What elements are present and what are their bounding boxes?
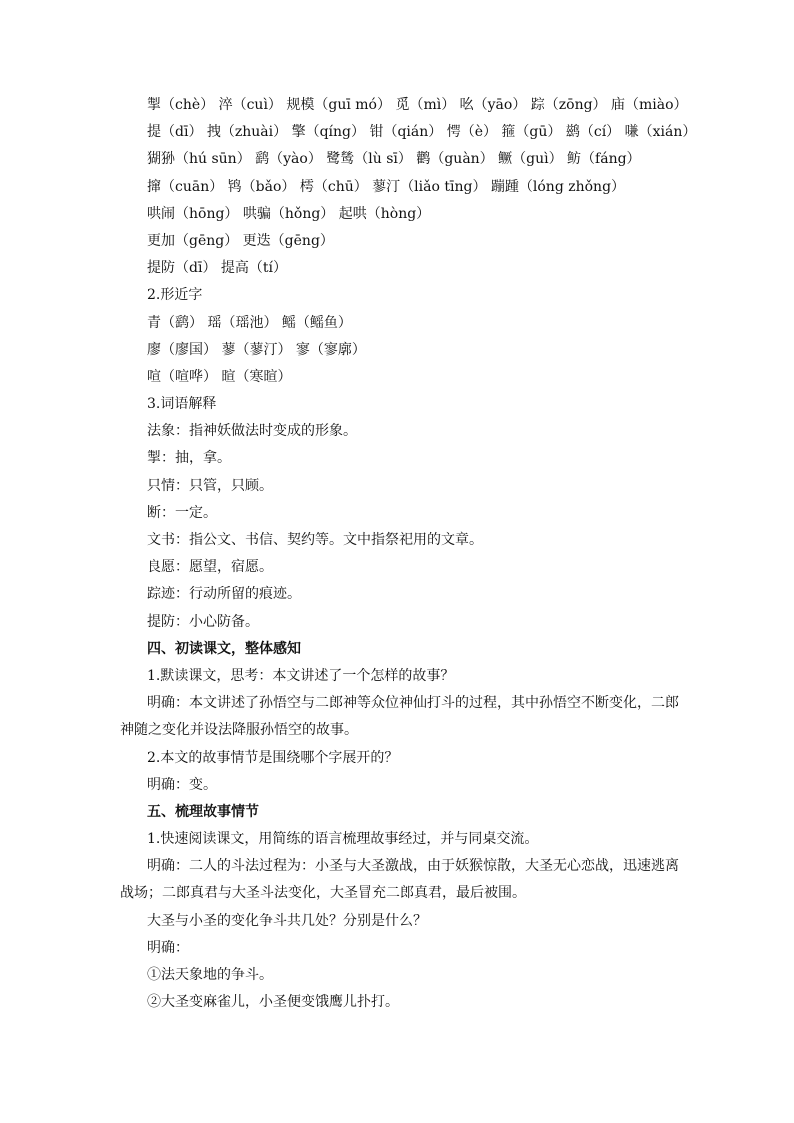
question-1: 1.默读课文，思考：本文讲述了一个怎样的故事？ [147, 667, 455, 684]
pinyin-line: 哄闹（hōng） 哄骗（hǒng） 起哄（hòng） [147, 205, 431, 222]
similar-char-line: 青（鹞） 瑶（瑶池） 鳐（鳐鱼） [147, 314, 352, 331]
answer-3-line-2: 战场；二郎真君与大圣斗法变化，大圣冒充二郎真君，最后被围。 [120, 885, 526, 902]
section-title-definitions: 3.词语解释 [147, 396, 217, 413]
question-2: 2.本文的故事情节是围绕哪个字展开的？ [147, 749, 399, 766]
definition-line: 只情：只管，只顾。 [147, 477, 273, 494]
answer-3-line-1: 明确：二人的斗法过程为：小圣与大圣激战，由于妖猴惊散，大圣无心恋战，迅速逃离 [147, 858, 679, 875]
heading-plot: 五、梳理故事情节 [147, 803, 259, 820]
pinyin-line: 更加（gēng） 更迭（gēng） [147, 232, 334, 249]
question-3: 1.快速阅读课文，用简练的语言梳理故事经过，并与同桌交流。 [147, 831, 539, 848]
section-title-similar-chars: 2.形近字 [147, 287, 203, 304]
definition-line: 法象：指神妖做法时变成的形象。 [147, 423, 357, 440]
definition-line: 断：一定。 [147, 504, 217, 521]
answer-1-line-1: 明确：本文讲述了孙悟空与二郎神等众位神仙打斗的过程，其中孙悟空不断变化，二郎 [147, 695, 679, 712]
similar-char-line: 喧（喧哗） 暄（寒暄） [147, 368, 292, 385]
answer-4-label: 明确： [147, 939, 189, 956]
pinyin-line: 提（dī） 拽（zhuài） 擎（qíng） 钳（qián） 愕（è） 箍（gū） 鹚（cí） 嗛（xián） [147, 124, 697, 141]
pinyin-line: 撺（cuān） 鸨（bǎo） 樗（chū） 蓼汀（liǎo tīng） 蹦踵（lóng zhǒng） [147, 178, 626, 195]
definition-line: 文书：指公文、书信、契约等。文中指祭祀用的文章。 [147, 532, 483, 548]
question-4: 大圣与小圣的变化争斗共几处？分别是什么？ [147, 912, 427, 929]
definition-line: 良愿：愿望，宿愿。 [147, 559, 273, 576]
pinyin-line: 猢狲（hú sūn） 鹞（yào） 鹭鸶（lù sī） 鹳（guàn） 鳜（guì） 鲂（fáng） [147, 151, 641, 168]
answer-2: 明确：变。 [147, 776, 217, 793]
pinyin-line: 掣（chè） 淬（cuì） 规模（guī mó） 觅（mì） 吆（yāo） 踪（zōng） 庙（miào） [147, 97, 688, 113]
list-item: ②大圣变麻雀儿，小圣便变饿鹰儿扑打。 [147, 994, 399, 1011]
definition-line: 踪迹：行动所留的痕迹。 [147, 586, 301, 603]
answer-1-line-2: 神随之变化并设法降服孙悟空的故事。 [120, 722, 358, 739]
pinyin-line: 提防（dī） 提高（tí） [147, 260, 287, 277]
heading-first-reading: 四、初读课文，整体感知 [147, 640, 301, 657]
list-item: ①法天象地的争斗。 [147, 967, 273, 983]
similar-char-line: 廖（廖国） 蓼（蓼汀） 寥（寥廓） [147, 341, 366, 358]
document-body [120, 92, 697, 1016]
definition-line: 提防：小心防备。 [147, 613, 259, 630]
definition-line: 掣：抽，拿。 [147, 450, 231, 467]
